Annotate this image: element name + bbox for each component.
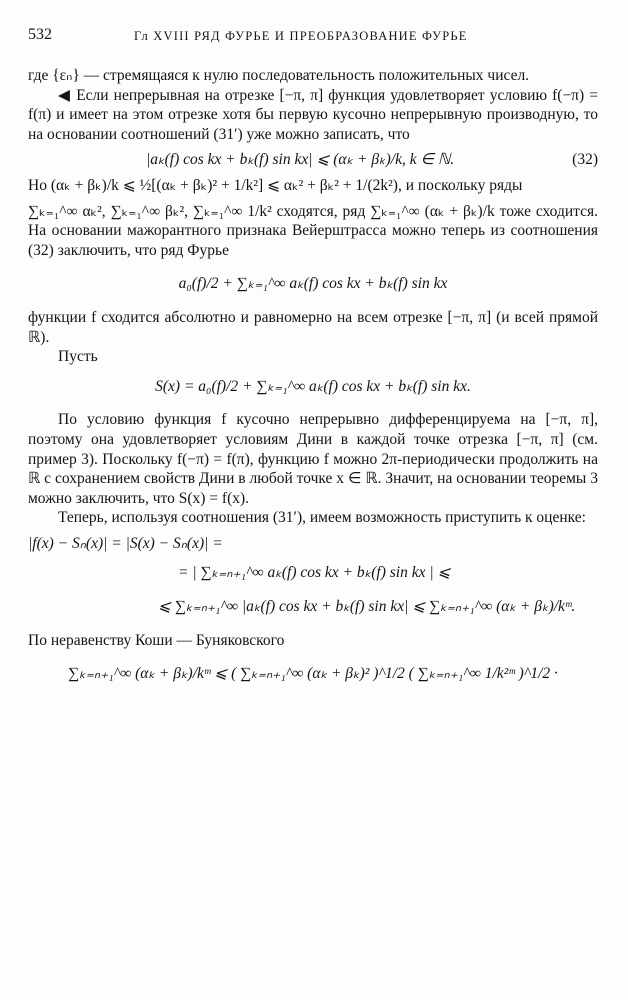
paragraph-proof-start: ◀ Если непрерывная на отрезке [−π, π] функция удовлетворяет условию f(−π) = f(π) и имеет на этом отрезке хотя бы первую кусочно непрерывную производную, то на основании соотношений (31′) уже можно записать, что (28, 86, 598, 143)
equation-number-32: (32) (572, 151, 598, 169)
equation-estimate-line3: ⩽ ∑ₖ₌ₙ₊₁^∞ |aₖ(f) cos kx + bₖ(f) sin kx| ⩽ ∑ₖ₌ₙ₊₁^∞ (αₖ + βₖ)/kᵐ. (158, 598, 576, 616)
page-header (28, 26, 598, 48)
equation-estimate-line2: = | ∑ₖ₌ₙ₊₁^∞ aₖ(f) cos kx + bₖ(f) sin kx | ⩽ (178, 564, 451, 582)
equation-S: S(x) = a₀(f)/2 + ∑ₖ₌₁^∞ aₖ(f) cos kx + bₖ(f) sin kx. (155, 377, 471, 395)
paragraph-definition: где {εₙ} — стремящаяся к нулю последовательность положительных чисел. (28, 67, 530, 84)
paragraph-estimate: Но (αₖ + βₖ)/k ⩽ ½[(αₖ + βₖ)² + 1/k²] ⩽ αₖ² + βₖ² + 1/(2k²), и поскольку ряды (28, 176, 523, 194)
page-body (28, 66, 598, 684)
equation-estimate-line1: |f(x) − Sₙ(x)| = |S(x) − Sₙ(x)| = (28, 534, 223, 552)
equation-32 (28, 150, 598, 170)
equation-32-body: |aₖ(f) cos kx + bₖ(f) sin kx| ⩽ (αₖ + βₖ)/k, k ∈ ℕ. (146, 151, 455, 169)
running-title: Гл XVIII РЯД ФУРЬЕ И ПРЕОБРАЗОВАНИЕ ФУРЬЕ (134, 29, 468, 43)
paragraph-estimate-intro: Теперь, используя соотношения (31′), имеем возможность приступить к оценке: (58, 509, 586, 527)
paragraph-absolute-convergence: функции f сходится абсолютно и равномерно на всем отрезке [−π, π] (и всей прямой ℝ). (28, 308, 598, 346)
equation-cauchy-bunyakovsky: ∑ₖ₌ₙ₊₁^∞ (αₖ + βₖ)/kᵐ ⩽ ( ∑ₖ₌ₙ₊₁^∞ (αₖ + βₖ)² )^1/2 ( ∑ₖ₌ₙ₊₁^∞ 1/k²ᵐ )^1/2 · (68, 665, 558, 683)
page-number: 532 (28, 26, 52, 43)
paragraph-dini-conditions: По условию функция f кусочно непрерывно дифференцируема на [−π, π], поэтому она удовлетворяет условиям Дини в каждой точке отрезка [−π, π] (см. пример 3). Поскольку f(−π) = f(π), функцию f можно 2π-периодически продолжить на ℝ с сохранением свойств Дини в любой точке x ∈ ℝ. Значит, на основании теоремы 3 можно заключить, что S(x) = f(x). (28, 411, 598, 507)
paragraph-let: Пусть (58, 348, 98, 366)
paragraph-cauchy-bunyakovsky: По неравенству Коши — Буняковского (28, 631, 285, 649)
paragraph-series-convergence: ∑ₖ₌₁^∞ αₖ², ∑ₖ₌₁^∞ βₖ², ∑ₖ₌₁^∞ 1/k² сходятся, ряд ∑ₖ₌₁^∞ (αₖ + βₖ)/k тоже сходится. На основании мажорантного признака Вейерштрасса можно теперь из соотношения (32) заключить, что ряд Фурье (28, 202, 598, 259)
equation-fourier-series: a₀(f)/2 + ∑ₖ₌₁^∞ aₖ(f) cos kx + bₖ(f) sin kx (178, 275, 448, 293)
